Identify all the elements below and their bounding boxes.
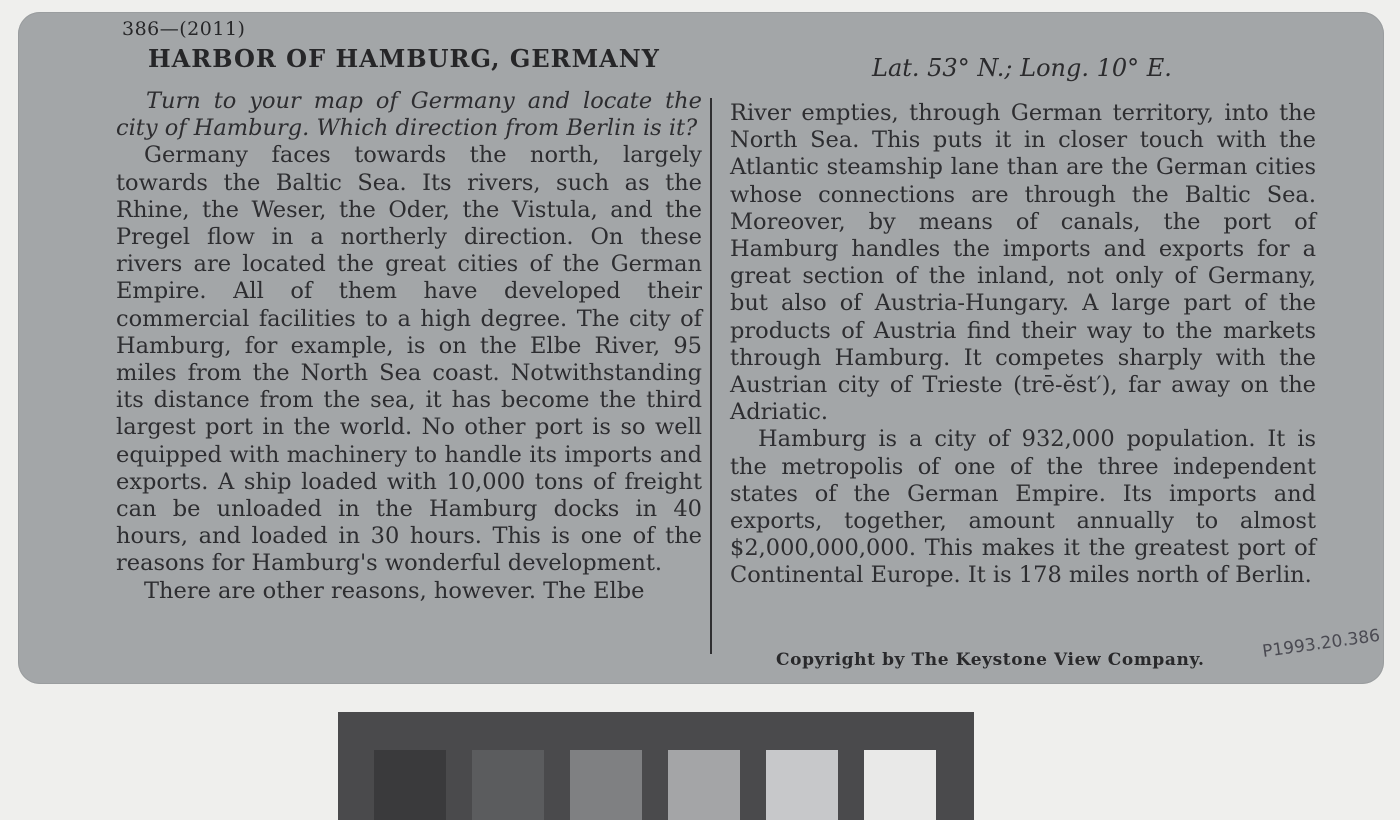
- coordinates: Lat. 53° N.; Long. 10° E.: [872, 54, 1172, 82]
- swatch-1: [374, 750, 446, 820]
- swatch-5: [766, 750, 838, 820]
- column-divider: [710, 98, 712, 654]
- swatch-4: [668, 750, 740, 820]
- paragraph-3: Hamburg is a city of 932,000 population. It is the metropolis of one of the three independent states of the German Empire. Its imports and exports, together, amount annually to almost $2,000,000,000. This makes it the greatest port of Continental Europe. It is 178 miles north of Berlin.: [730, 426, 1316, 589]
- stereoview-card-back: [18, 12, 1384, 684]
- swatch-2: [472, 750, 544, 820]
- grayscale-calibration-bar: [338, 712, 974, 820]
- swatch-3: [570, 750, 642, 820]
- right-column: [730, 100, 1316, 590]
- paragraph-2-start: There are other reasons, however. The Elbe: [144, 577, 645, 604]
- paragraph-1: Germany faces towards the north, largely towards the Baltic Sea. Its rivers, such as the Rhine, the Weser, the Oder, the Vistula, and the Pregel flow in a northerly direction. On these rivers are located the great cities of the German Empire. All of them have developed their commercial facilities to a high degree. The city of Hamburg, for example, is on the Elbe River, 95 miles from the North Sea coast. Notwithstanding its distance from the sea, it has become the third largest port in the world. No other port is so well equipped with machinery to handle its imports and exports. A ship loaded with 10,000 tons of freight can be unloaded in the Hamburg docks in 40 hours, and loaded in 30 hours. This is one of the reasons for Hamburg's wonderful development.: [116, 142, 702, 577]
- accession-number: P1993.20.386: [1261, 625, 1382, 662]
- card-title: HARBOR OF HAMBURG, GERMANY: [148, 44, 660, 73]
- card-number: 386—(2011): [122, 18, 246, 40]
- swatch-6: [864, 750, 936, 820]
- paragraph-2-continued: River empties, through German territory, into the North Sea. This puts it in closer touch with the Atlantic steamship lane than are the German cities whose connections are through the Baltic Sea. Moreover, by means of canals, the port of Hamburg handles the imports and exports for a great section of the inland, not only of Germany, but also of Austria-Hungary. A large part of the products of Austria find their way to the markets through Hamburg. It competes sharply with the Austrian city of Trieste (trē-ĕst′), far away on the Adriatic.: [730, 100, 1316, 426]
- left-column: [116, 88, 702, 605]
- intro-question: Turn to your map of Germany and locate the city of Hamburg. Which direction from Berlin is it?: [116, 88, 702, 142]
- copyright-line: Copyright by The Keystone View Company.: [776, 650, 1205, 670]
